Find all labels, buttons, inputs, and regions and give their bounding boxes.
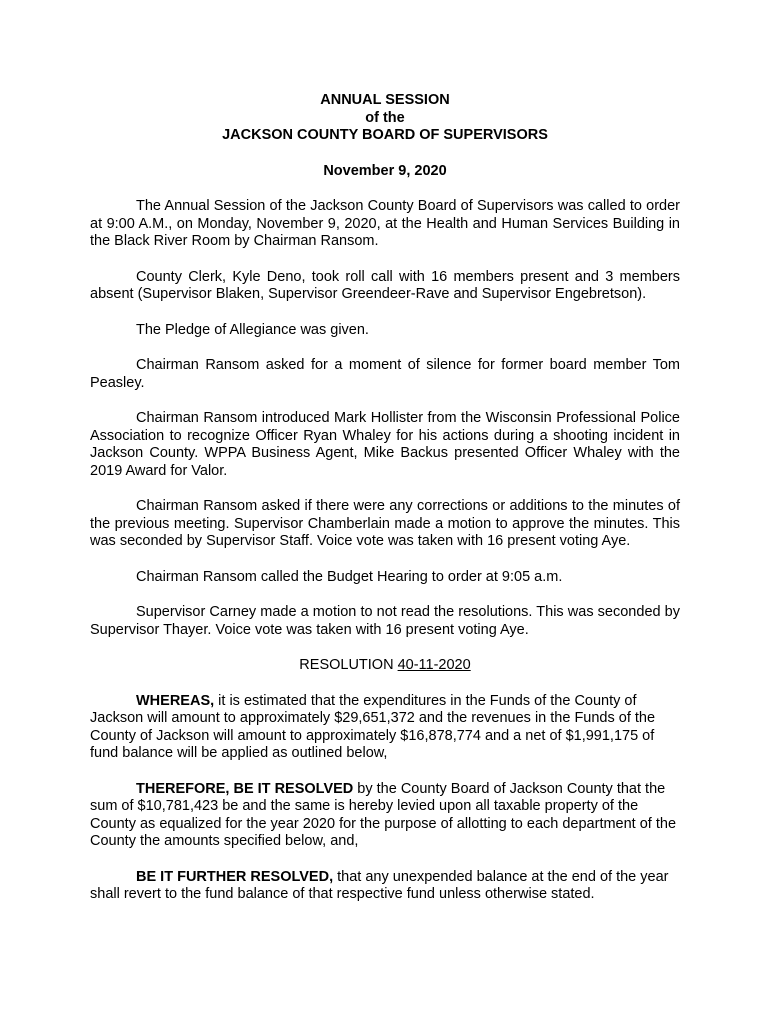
clause-lead: BE IT FURTHER RESOLVED, [136,868,334,885]
paragraph-minutes-approval: Chairman Ransom asked if there were any corrections or additions to the minutes of the previous meeting. Supervisor Chamberlain made a motion to approve the minutes. This was seconded by Supervisor Staff. Voice vote was taken with 16 present voting Aye. [90,498,680,549]
paragraph-resolutions-motion: Supervisor Carney made a motion to not read the resolutions. This was seconded by Supervisor Thayer. Voice vote was taken with 16 present voting Aye. [90,604,680,638]
paragraph-moment-of-silence: Chairman Ransom asked for a moment of silence for former board member Tom Peasley. [90,357,680,391]
paragraph-budget-hearing: Chairman Ransom called the Budget Hearing to order at 9:05 a.m. [136,568,563,585]
heading-board-name: JACKSON COUNTY BOARD OF SUPERVISORS [222,127,548,143]
paragraph-pledge: The Pledge of Allegiance was given. [136,321,369,338]
paragraph-call-to-order: The Annual Session of the Jackson County Board of Supervisors was called to order at 9:00 A.M., on Monday, November 9, 2020, at the Health and Human Services Building in the Black River Room by Chairman Ransom. [90,198,680,249]
paragraph-roll-call: County Clerk, Kyle Deno, took roll call with 16 members present and 3 members absent (Supervisor Blaken, Supervisor Greendeer-Rave and Supervisor Engebretson). [90,268,680,302]
clause-text: it is estimated that the expenditures in the Funds of the County of Jackson will amount to approximately $29,651,372 and the revenues in the Funds of the County of Jackson will amount to approximately $16,878,774 and a net of $1,991,175 of fund balance will be applied as outlined below, [90,692,656,761]
resolution-title [90,657,680,675]
resolution-label: RESOLUTION [299,657,398,673]
heading-title: ANNUAL SESSION [320,92,450,108]
session-date: November 9, 2020 [323,162,447,179]
paragraph-award-presentation: Chairman Ransom introduced Mark Hollister from the Wisconsin Professional Police Association to recognize Officer Ryan Whaley for his actions during a shooting incident in Jackson County. WPPA Business Agent, Mike Backus presented Officer Whaley with the 2019 Award for Valor. [90,410,680,479]
clause-text: by the County Board of Jackson County that the sum of $10,781,423 be and the same is hereby levied upon all taxable property of the County as equalized for the year 2020 for the purpose of allotting to each department of the County the amounts specified below, and, [90,780,677,849]
clause-lead: WHEREAS, [136,692,215,709]
clause-lead: THEREFORE, BE IT RESOLVED [136,780,354,797]
resolution-number: 40-11-2020 [397,657,471,673]
document-heading [90,92,680,145]
clause-whereas [90,693,680,763]
clause-further-resolved [90,869,680,904]
clause-text: that any unexpended balance at the end of the year shall revert to the fund balance of that respective fund unless otherwise stated. [90,868,669,902]
clause-therefore [90,781,680,851]
heading-connector: of the [365,109,405,126]
